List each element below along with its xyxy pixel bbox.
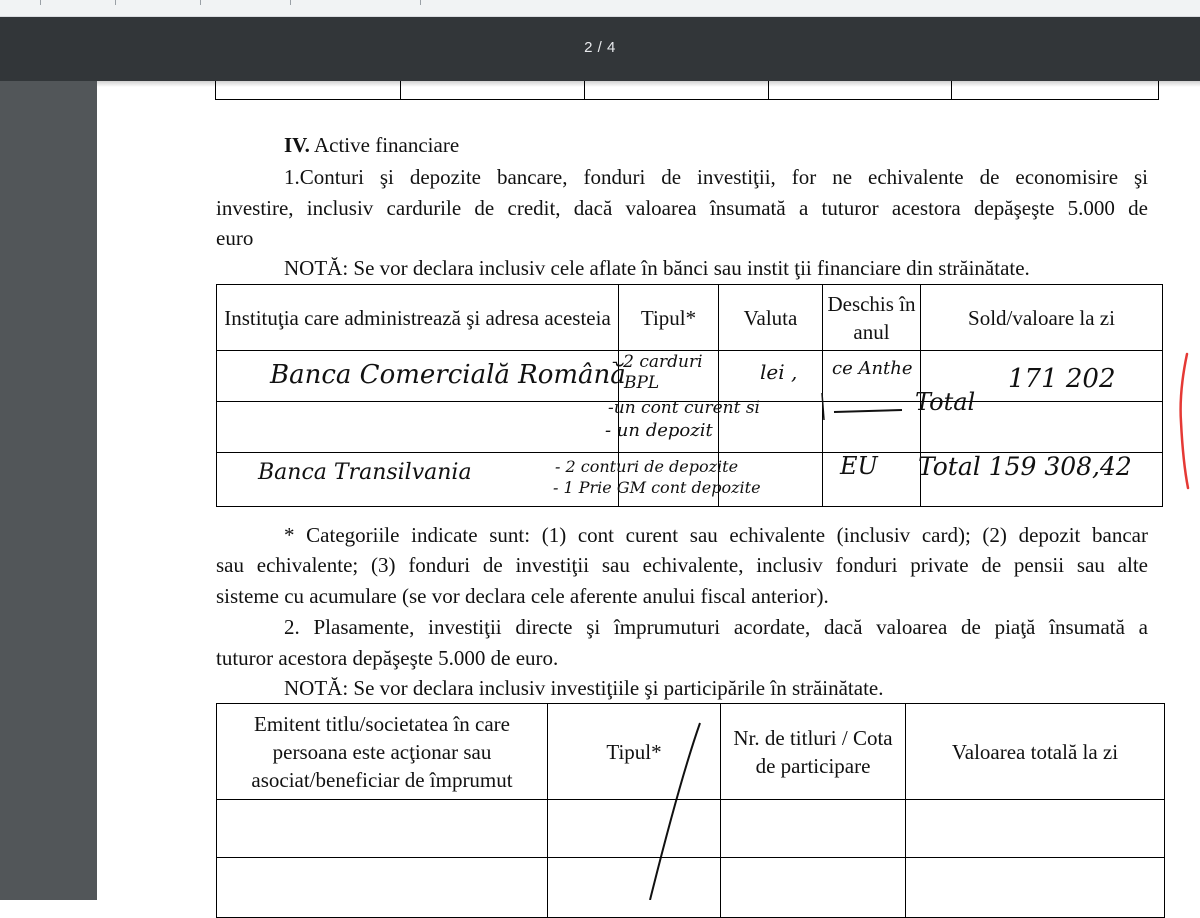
handwritten-institution-1: Banca Comercială Română <box>270 360 626 390</box>
footnote-line1: * Categoriile indicate sunt: (1) cont curent sau echivalente (inclusiv card); (2) depozit bancar <box>284 523 1148 547</box>
header-issuer: Emitent titlu/societatea în care persoana este acţionar sau asociat/beneficiar de împrumut <box>217 704 548 800</box>
item1-line1: 1.Conturi şi depozite bancare, fonduri de investiţii, for ne echivalente de economisire şi <box>284 165 1148 189</box>
footnote-line2: sau echivalente; (3) fonduri de investiţii sau echivalente, inclusiv fonduri private de pensii sau alte <box>216 553 1148 577</box>
handwritten-total-3: Total 159 308,42 <box>918 452 1132 481</box>
handwritten-institution-3: Banca Transilvania <box>258 460 472 485</box>
item1-line3: euro <box>216 226 254 250</box>
header-shares: Nr. de titluri / Cota de participare <box>721 704 906 800</box>
item2-line1: 2. Plasamente, investiţii directe şi împrumuturi acordate, dacă valoarea de piaţă însumată a <box>284 615 1148 639</box>
red-annotation-mark <box>1177 352 1193 492</box>
handwritten-type-3a: - 2 conturi de depozite <box>555 457 739 476</box>
handwritten-year-1: ce Anthe <box>832 358 913 379</box>
header-currency: Valuta <box>719 285 823 351</box>
pen-stroke <box>834 410 902 412</box>
header-total-value: Valoarea totală la zi <box>906 704 1165 800</box>
footnote-line3: sisteme cu acumulare (se vor declara cele aferente anului fiscal anterior). <box>216 584 829 608</box>
handwritten-currency-3: EU <box>840 452 878 480</box>
pen-stroke <box>822 393 824 420</box>
header-type: Tipul* <box>619 285 719 351</box>
header-type: Tipul* <box>548 704 721 800</box>
investments-table <box>216 703 1165 918</box>
page-indicator[interactable]: 2 / 4 <box>584 39 616 56</box>
handwritten-total-1: 171 202 <box>1008 364 1116 394</box>
nota-2: NOTĂ: Se vor declara inclusiv investiţiile şi participările în străinătate. <box>284 676 884 700</box>
section-number: IV. <box>284 133 310 157</box>
header-institution: Instituţia care administrează şi adresa acesteia <box>217 285 619 351</box>
nota-1: NOTĂ: Se vor declara inclusiv cele aflate în bănci sau instit ţii financiare din străinătate. <box>284 256 1030 280</box>
handwritten-currency-1: lei , <box>760 360 798 384</box>
header-balance: Sold/valoare la zi <box>921 285 1163 351</box>
item2-line2: tuturor acestora depăşeşte 5.000 de euro. <box>216 646 559 670</box>
handwritten-type-1a: - 2 carduri <box>612 352 703 372</box>
handwritten-total-label: Total <box>915 388 976 416</box>
item1-line2: investire, inclusiv cardurile de credit, dacă valoarea însumată a tuturor acestora depăşeşte 5.000 de <box>216 196 1148 220</box>
section-title: Active financiare <box>313 133 460 157</box>
handwritten-type-1b: BPL <box>624 373 660 393</box>
handwritten-type-2b: - un depozit <box>605 420 713 441</box>
handwritten-type-2a: -un cont curent si <box>608 398 760 418</box>
table-header-row <box>217 704 1165 800</box>
header-opened-year: Deschis în anul <box>823 285 921 351</box>
handwritten-type-3b: - 1 Prie GM cont depozite <box>553 478 761 497</box>
table-row <box>217 858 1165 918</box>
table-row <box>217 800 1165 858</box>
